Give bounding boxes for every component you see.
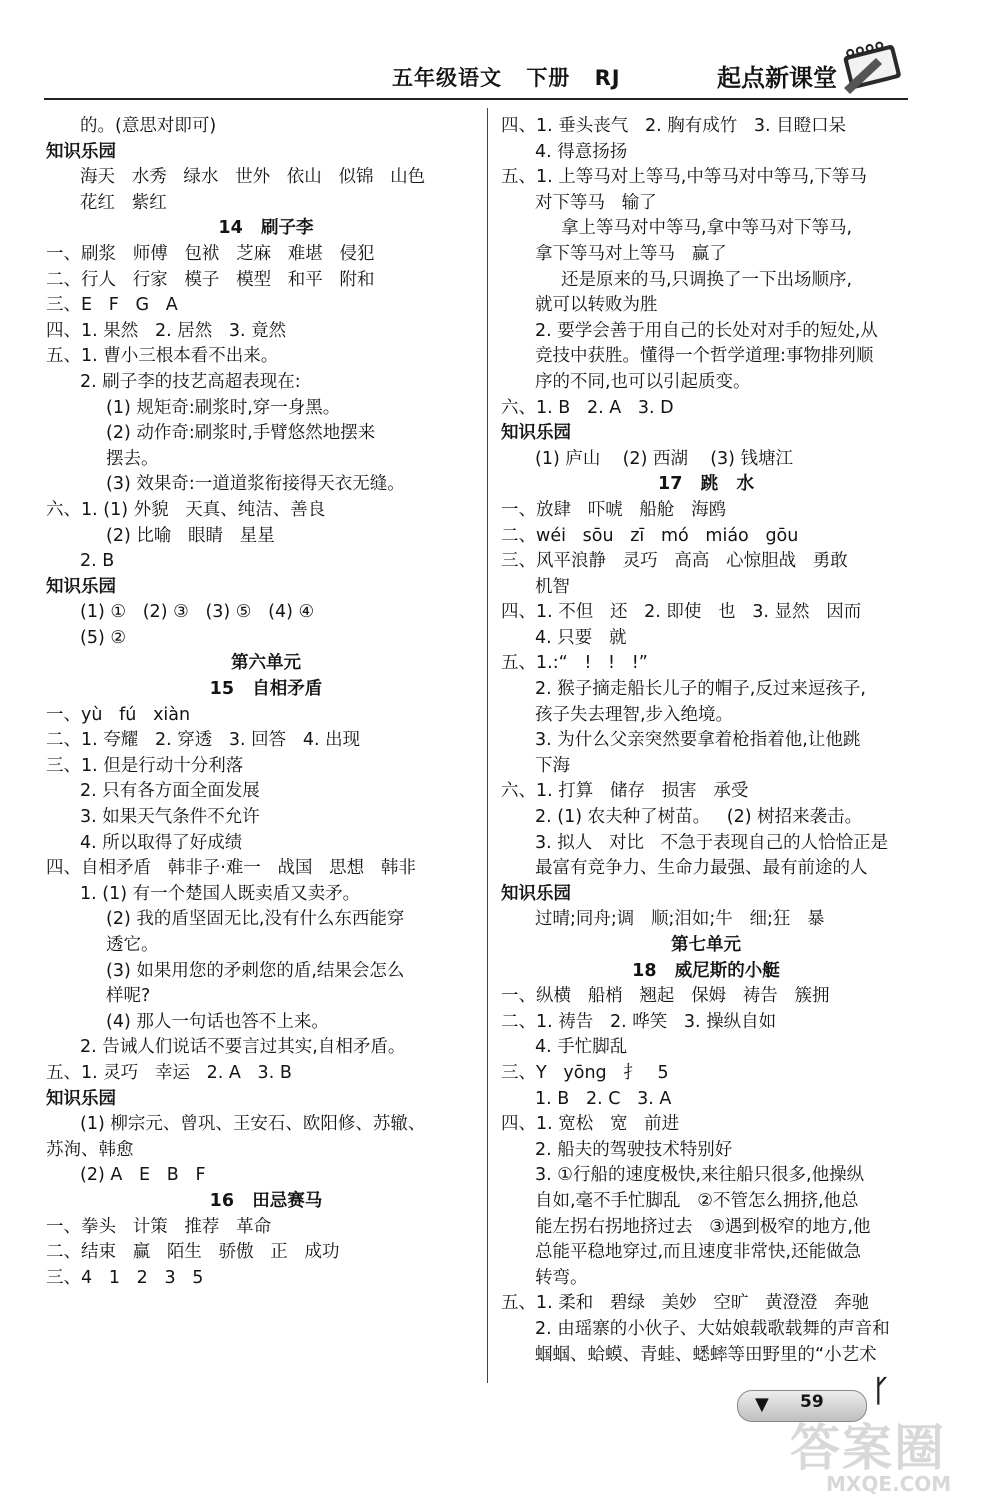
page-header: [0, 0, 1000, 105]
answer-line: 四、自相矛盾 韩非子·难一 战国 思想 韩非: [46, 858, 416, 879]
column-divider: [487, 108, 488, 1383]
answer-line: 2. 刷子李的技艺高超表现在:: [80, 371, 301, 392]
lesson-heading: 第七单元: [671, 935, 741, 955]
answer-line: 五、1. 曹小三根本看不出来。: [46, 346, 279, 367]
answer-line: 二、行人 行家 模子 模型 和平 附和: [46, 269, 375, 290]
answer-line: (1) 庐山 (2) 西湖 (3) 钱塘江: [535, 448, 794, 469]
answer-line: 2. 告诫人们说话不要言过其实,自相矛盾。: [80, 1037, 406, 1058]
answer-line: 蝈蝈、蛤蟆、青蛙、蟋蟀等田野里的“小艺术: [535, 1344, 877, 1365]
answer-line: 六、1. B 2. A 3. D: [501, 397, 674, 418]
answer-line: 能左拐右拐地挤过去 ③遇到极窄的地方,他: [535, 1216, 871, 1237]
section-heading: 知识乐园: [46, 1088, 116, 1109]
watermark-url: MXQE.COM: [826, 1472, 952, 1496]
answer-line: 竞技中获胜。懂得一个哲学道理:事物排列顺: [535, 346, 874, 367]
edition: RJ: [594, 66, 621, 90]
grade-subject: 五年级语文: [392, 66, 502, 90]
answer-line: 1. (1) 有一个楚国人既卖盾又卖矛。: [80, 883, 361, 904]
answer-line: 总能平稳地穿过,而且速度非常快,还能做急: [535, 1242, 862, 1263]
answer-line: 四、1. 宽松 宽 前进: [501, 1114, 680, 1135]
lesson-heading: 15 自相矛盾: [209, 679, 323, 700]
answer-line: 五、1.:“ ! ! !”: [501, 653, 648, 674]
answer-line: 机智: [535, 576, 570, 597]
section-heading: 知识乐园: [46, 141, 116, 162]
lesson-heading: 17 跳 水: [658, 474, 754, 495]
answer-line: 六、1. (1) 外貌 天真、纯洁、善良: [46, 499, 326, 520]
answer-line: 三、4 1 2 3 5: [46, 1267, 204, 1288]
answer-line: 苏洵、韩愈: [46, 1139, 134, 1160]
section-heading: 知识乐园: [501, 423, 571, 444]
section-heading: 知识乐园: [501, 883, 571, 904]
answer-line: 2. (1) 农夫种了树苗。 (2) 树招来袭击。: [535, 807, 863, 828]
answer-line: 对下等马 输了: [535, 192, 657, 213]
answer-line: 2. 只有各方面全面发展: [80, 781, 260, 802]
answer-line: 自如,毫不手忙脚乱 ②不管怎么拥挤,他总: [535, 1190, 859, 1211]
answer-line: 四、1. 不但 还 2. 即使 也 3. 显然 因而: [501, 602, 862, 623]
right-column: [501, 114, 911, 1368]
lesson-heading: 18 威尼斯的小艇: [632, 960, 780, 981]
answer-line: 五、1. 柔和 碧绿 美妙 空旷 黄澄澄 奔驰: [501, 1293, 870, 1314]
answer-line: (4) 那人一句话也答不上来。: [106, 1011, 329, 1032]
down-triangle-icon: ▼: [755, 1394, 769, 1415]
answer-line: 二、结束 赢 陌生 骄傲 正 成功: [46, 1242, 340, 1263]
answer-line: 过晴;同舟;调 顺;泪如;牛 细;狂 暴: [535, 909, 825, 930]
answer-line: 四、1. 垂头丧气 2. 胸有成竹 3. 目瞪口呆: [501, 116, 847, 136]
answer-line: 2. 由瑶寨的小伙子、大姑娘载歌载舞的声音和: [535, 1318, 890, 1339]
answer-line: 3. 如果天气条件不允许: [80, 807, 260, 828]
answer-line: 三、E F G A: [46, 295, 178, 316]
answer-line: 一、刷浆 师傅 包袱 芝麻 难堪 侵犯: [46, 243, 375, 264]
answer-line: 4. 得意扬扬: [535, 141, 628, 162]
answer-line: 二、1. 祷告 2. 哗笑 3. 操纵自如: [501, 1011, 777, 1032]
answer-line: 三、风平浪静 灵巧 高高 心惊胆战 勇敢: [501, 551, 848, 572]
answer-line: 下海: [535, 755, 570, 776]
answer-line: 一、拳头 计策 推荐 革命: [46, 1216, 272, 1237]
answer-line: 摆去。: [106, 448, 159, 469]
lesson-heading: 14 刷子李: [218, 218, 314, 239]
answer-line: 孩子失去理智,步入绝境。: [535, 704, 734, 725]
answer-line: 还是原来的马,只调换了一下出场顺序,: [561, 269, 853, 290]
answer-line: 一、放肆 吓唬 船舱 海鸥: [501, 499, 727, 520]
answer-line: 一、yù fú xiàn: [46, 704, 191, 725]
answer-line: 2. 船夫的驾驶技术特别好: [535, 1139, 733, 1160]
answer-line: 序的不同,也可以引起质变。: [535, 371, 751, 392]
lesson-heading: 第六单元: [231, 653, 301, 674]
answer-line: 样呢?: [106, 986, 151, 1007]
answer-line: 六、1. 打算 储存 损害 承受: [501, 781, 749, 802]
volume: 下册: [526, 66, 571, 90]
answer-line: 转弯。: [535, 1267, 588, 1288]
answer-line: (1) 柳宗元、曾巩、王安石、欧阳修、苏辙、: [80, 1114, 426, 1135]
lesson-heading: 16 田忌赛马: [209, 1190, 323, 1211]
watermark-logo-text: 答案圈: [790, 1419, 946, 1477]
section-heading: 知识乐园: [46, 576, 116, 597]
answer-line: (3) 效果奇:一道道浆衔接得天衣无缝。: [106, 474, 405, 495]
answer-line: 二、wéi sōu zī mó miáo gōu: [501, 525, 799, 546]
answer-line: 花红 紫红: [80, 192, 167, 213]
answer-line: 三、1. 但是行动十分利落: [46, 755, 244, 776]
answer-line: 3. ①行船的速度极快,来往船只很多,他操纵: [535, 1165, 865, 1186]
watermark: [790, 1408, 990, 1498]
page-number: 59: [800, 1392, 824, 1412]
answer-line: (2) 我的盾坚固无比,没有什么东西能穿: [106, 909, 405, 930]
runner-icon: ᚴ: [872, 1374, 890, 1409]
answer-line: 五、1. 灵巧 幸运 2. A 3. B: [46, 1062, 292, 1083]
answer-line: 1. B 2. C 3. A: [535, 1088, 672, 1109]
brand-title: 起点新课堂: [717, 64, 837, 92]
answer-line: 二、1. 夸耀 2. 穿透 3. 回答 4. 出现: [46, 730, 361, 751]
answer-line: 五、1. 上等马对上等马,中等马对中等马,下等马: [501, 167, 867, 188]
left-column: [46, 114, 486, 1291]
answer-line: 2. 要学会善于用自己的长处对对手的短处,从: [535, 320, 878, 341]
answer-line: 3. 拟人 对比 不急于表现自己的人恰恰正是: [535, 832, 889, 853]
answer-line: 3. 为什么父亲突然要拿着枪指着他,让他跳: [535, 730, 861, 751]
answer-line: 最富有竞争力、生命力最强、最有前途的人: [535, 858, 868, 879]
answer-line: 就可以转败为胜: [535, 295, 658, 316]
book-info: [392, 62, 637, 92]
answer-line: (2) A E B F: [80, 1165, 206, 1186]
answer-line: 三、Y yōng 扌 5: [501, 1062, 669, 1083]
answer-line: 拿下等马对上等马 赢了: [535, 243, 727, 264]
answer-line: (3) 如果用您的矛刺您的盾,结果会怎么: [106, 960, 405, 981]
answer-line: 海天 水秀 绿水 世外 依山 似锦 山色: [80, 167, 426, 188]
answer-line: (1) ① (2) ③ (3) ⑤ (4) ④: [80, 602, 315, 623]
answer-line: 4. 只要 就: [535, 627, 627, 648]
header-rule: [44, 98, 908, 100]
answer-line: 四、1. 果然 2. 居然 3. 竟然: [46, 320, 287, 341]
answer-line: (5) ②: [80, 627, 127, 648]
answer-line: (1) 规矩奇:刷浆时,穿一身黑。: [106, 397, 341, 418]
answer-line: 一、纵横 船梢 翘起 保姆 祷告 簇拥: [501, 986, 830, 1007]
answer-line: 的。(意思对即可): [80, 116, 217, 136]
answer-line: 拿上等马对中等马,拿中等马对下等马,: [561, 218, 853, 239]
answer-line: 4. 手忙脚乱: [535, 1037, 628, 1058]
answer-line: (2) 动作奇:刷浆时,手臂悠然地摆来: [106, 423, 376, 444]
answer-line: (2) 比喻 眼睛 星星: [106, 525, 275, 546]
answer-line: 4. 所以取得了好成绩: [80, 832, 243, 853]
notebook-pen-icon: [836, 36, 908, 94]
answer-line: 2. 猴子摘走船长儿子的帽子,反过来逗孩子,: [535, 679, 866, 700]
answer-line: 透它。: [106, 935, 159, 955]
answer-line: 2. B: [80, 551, 115, 572]
